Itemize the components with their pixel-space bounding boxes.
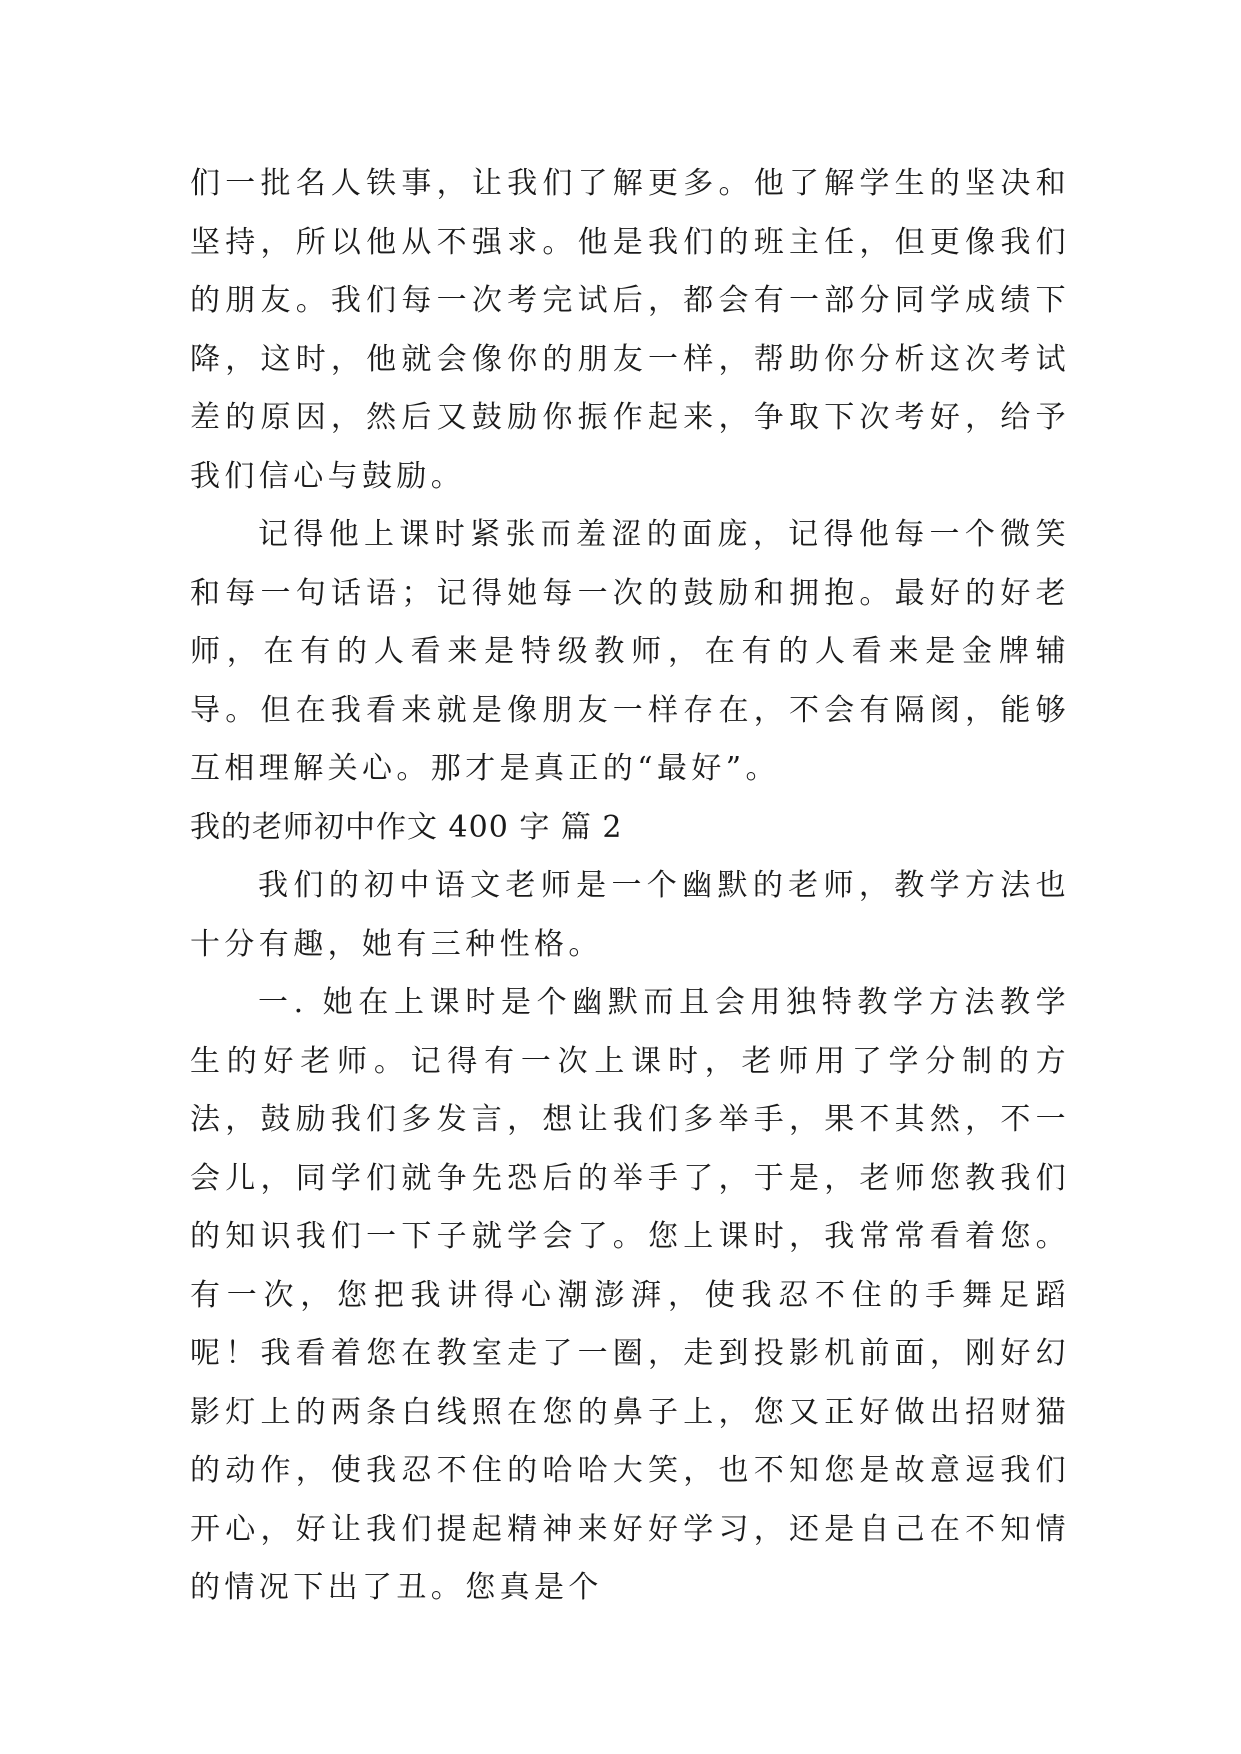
paragraph-3: 我们的初中语文老师是一个幽默的老师，教学方法也十分有趣，她有三种性格。 [190,868,1070,962]
document-body [190,155,1070,1618]
section-heading: 我的老师初中作文 400 字 篇 2 [190,809,623,845]
paragraph-2: 记得他上课时紧张而羞涩的面庞，记得他每一个微笑和每一句话语；记得她每一次的鼓励和拥抱。最好的好老师，在有的人看来是特级教师，在有的人看来是金牌辅导。但在我看来就是像朋友一样存在，不会有隔阂，能够互相理解关心。那才是真正的“最好”。 [190,517,1070,786]
paragraph-4: 一. 她在上课时是个幽默而且会用独特教学方法教学生的好老师。记得有一次上课时，老师用了学分制的方法，鼓励我们多发言，想让我们多举手，果不其然，不一会儿，同学们就争先恐后的举手了，于是，老师您教我们的知识我们一下子就学会了。您上课时，我常常看着您。有一次，您把我讲得心潮澎湃，使我忍不住的手舞足蹈呢！我看着您在教室走了一圈，走到投影机前面，刚好幻影灯上的两条白线照在您的鼻子上，您又正好做出招财猫的动作，使我忍不住的哈哈大笑，也不知您是故意逗我们开心，好让我们提起精神来好好学习，还是自己在不知情的情况下出了丑。您真是个 [190,985,1070,1605]
paragraph-1: 们一批名人铁事，让我们了解更多。他了解学生的坚决和坚持，所以他从不强求。他是我们的班主任，但更像我们的朋友。我们每一次考完试后，都会有一部分同学成绩下降，这时，他就会像你的朋友一样，帮助你分析这次考试差的原因，然后又鼓励你振作起来，争取下次考好，给予我们信心与鼓励。 [190,166,1070,494]
